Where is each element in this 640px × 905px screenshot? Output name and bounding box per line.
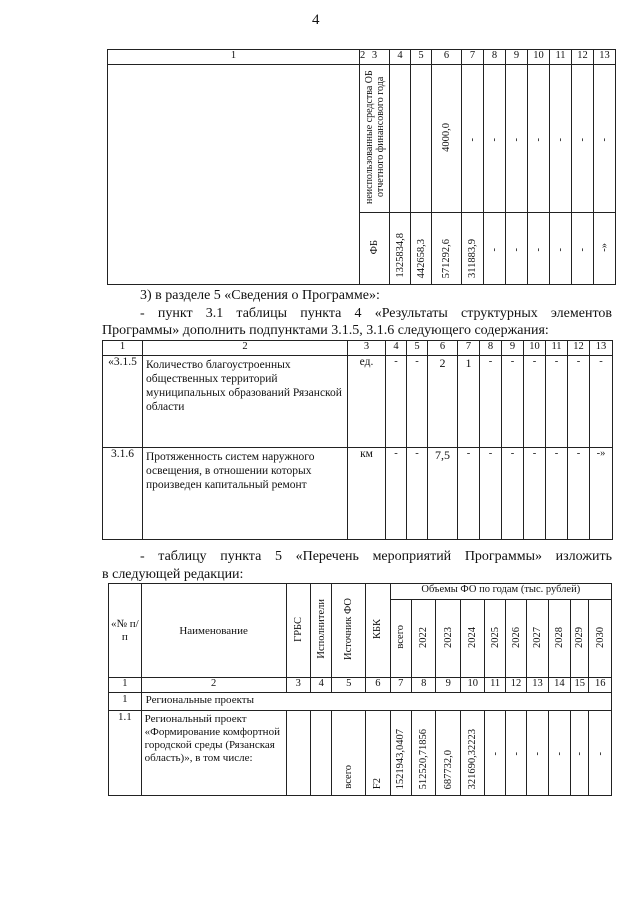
t1-header-12: 12 <box>572 50 594 65</box>
t3-r11-2026: - <box>510 752 522 756</box>
t3-h-isp: Исполнители <box>315 599 327 659</box>
para-section5: 3) в разделе 5 «Сведения о Программе»: <box>140 288 380 303</box>
table-row <box>109 711 612 796</box>
t3-n1: 1 <box>109 678 142 693</box>
t3-n11: 11 <box>485 678 505 693</box>
table-row <box>109 693 612 711</box>
t1-ob-v4: - <box>467 137 478 141</box>
t2-r2-v1: - <box>386 448 407 540</box>
page-number: 4 <box>312 12 320 28</box>
t2-r1-v8: - <box>546 356 568 448</box>
t1-fb-v1: 1325834,8 <box>394 233 406 278</box>
t2-r1-v4: 1 <box>458 356 480 448</box>
t1-ob-v7: - <box>533 137 544 141</box>
t2-r2-v3: 7,5 <box>428 448 458 540</box>
t3-year-2024: 2024 <box>467 626 479 648</box>
table-row <box>103 448 613 540</box>
t3-year-2026: 2026 <box>510 626 522 648</box>
t1-header-1: 1 <box>108 50 360 65</box>
t2-r2-v10: -» <box>590 448 613 540</box>
t1-header-7: 7 <box>462 50 484 65</box>
t1-ob-v5: - <box>489 137 500 141</box>
t1-header-5: 5 <box>411 50 432 65</box>
t3-h-kbk: КБК <box>372 618 384 640</box>
t1-fb-v8: - <box>555 247 566 251</box>
t3-n9: 9 <box>436 678 460 693</box>
t2-header-5: 5 <box>407 341 428 356</box>
t2-header-9: 9 <box>502 341 524 356</box>
t3-year-2025: 2025 <box>489 626 501 648</box>
t3-year-total: всего <box>395 625 407 649</box>
t2-r2-unit: км <box>348 448 386 540</box>
t2-r1-name: Количество благоустроенных общественных территорий муниципальных образований Рязанской области <box>143 356 348 448</box>
t2-r2-v4: - <box>458 448 480 540</box>
t1-fb-v9: - <box>577 247 588 251</box>
t3-r1-num: 1 <box>109 693 142 711</box>
t3-year-2023: 2023 <box>442 626 454 648</box>
t2-header-4: 4 <box>386 341 407 356</box>
t1-fb-v7: - <box>533 247 544 251</box>
t2-header-6: 6 <box>428 341 458 356</box>
t2-r2-v7: - <box>524 448 546 540</box>
t2-header-13: 13 <box>590 341 613 356</box>
t2-r1-v2: - <box>407 356 428 448</box>
t1-fb-v5: - <box>489 247 500 251</box>
t2-header-7: 7 <box>458 341 480 356</box>
t3-r11-2028: - <box>553 752 565 756</box>
t1-ob-v6: - <box>511 137 522 141</box>
t2-r1-v10: - <box>590 356 613 448</box>
t2-r1-v5: - <box>480 356 502 448</box>
table-2 <box>102 340 613 540</box>
t3-n10: 10 <box>460 678 484 693</box>
t1-header-11: 11 <box>550 50 572 65</box>
t1-empty-cell <box>108 65 360 285</box>
t1-fb-v2: 442658,3 <box>415 238 427 278</box>
t3-n13: 13 <box>527 678 548 693</box>
t3-n3: 3 <box>286 678 310 693</box>
t2-r1-v7: - <box>524 356 546 448</box>
t3-n8: 8 <box>411 678 435 693</box>
t3-n2: 2 <box>141 678 286 693</box>
t3-year-2029: 2029 <box>574 626 586 648</box>
t3-h-src: Источник ФО <box>343 598 355 660</box>
para-point31-line2: Программы» дополнить подпунктами 3.1.5, 3.1.6 следующего содержания: <box>102 323 549 338</box>
table-3 <box>108 583 612 796</box>
t3-h-name: Наименование <box>141 584 286 678</box>
t3-year-2022: 2022 <box>418 626 430 648</box>
t3-r11-2025: - <box>489 752 501 756</box>
t2-header-11: 11 <box>546 341 568 356</box>
t3-n4: 4 <box>311 678 332 693</box>
table-1: 1 2 3 4 5 6 7 8 9 10 11 12 13 неиспользованные средства ОБ отчетного финансового года 4000,0 - - - - - - - ФБ 1325834,8 442658,3 571292,6 311883,9 - - - - - -» <box>107 49 616 285</box>
t1-ob-v3: 4000,0 <box>441 122 452 152</box>
t1-ob-v9: - <box>577 137 588 141</box>
t3-n14: 14 <box>548 678 570 693</box>
t3-h-num: «№ п/п <box>110 617 139 643</box>
table-row <box>103 356 613 448</box>
t3-n12: 12 <box>505 678 526 693</box>
t3-n5: 5 <box>332 678 366 693</box>
t3-r11-2024: 321690,32223 <box>467 728 479 789</box>
t2-header-10: 10 <box>524 341 546 356</box>
t3-r11-2023: 687732,0 <box>442 749 454 789</box>
t2-r1-v3: 2 <box>428 356 458 448</box>
t1-header-3: 3 <box>360 50 390 65</box>
t3-r1-name: Региональные проекты <box>141 693 611 711</box>
t2-r1-unit: ед. <box>348 356 386 448</box>
t2-header-1: 1 <box>103 341 143 356</box>
t2-r2-num: 3.1.6 <box>103 448 143 540</box>
t3-n6: 6 <box>366 678 390 693</box>
t1-fb-v4: 311883,9 <box>467 239 478 278</box>
t1-fb-label: ФБ <box>369 239 380 255</box>
t2-r1-v6: - <box>502 356 524 448</box>
t3-n7: 7 <box>390 678 411 693</box>
t2-r2-v2: - <box>407 448 428 540</box>
t1-header-6: 6 <box>432 50 462 65</box>
t1-header-9: 9 <box>506 50 528 65</box>
t3-r11-total: 1521943,0407 <box>395 728 407 789</box>
t3-r11-2027: - <box>531 752 543 756</box>
t2-header-12: 12 <box>568 341 590 356</box>
t3-year-2028: 2028 <box>553 626 565 648</box>
t2-r2-v5: - <box>480 448 502 540</box>
t2-r2-v9: - <box>568 448 590 540</box>
t3-r11-2022: 512520,71856 <box>418 728 430 789</box>
t2-header-2: 2 <box>143 341 348 356</box>
t3-n15: 15 <box>571 678 589 693</box>
t2-r1-v1: - <box>386 356 407 448</box>
t3-r11-src: всего <box>343 765 355 789</box>
t2-r1-v9: - <box>568 356 590 448</box>
t3-r11-kbk: F2 <box>372 777 384 789</box>
t1-fb-v10: -» <box>599 242 610 252</box>
t3-r11-name: Региональный проект «Формирование комфортной городской среды (Рязанская область)», в том числе: <box>141 711 286 796</box>
t3-n16: 16 <box>589 678 612 693</box>
t2-header-8: 8 <box>480 341 502 356</box>
para-point5-line2: в следующей редакции: <box>102 567 244 582</box>
t3-year-2027: 2027 <box>531 626 543 648</box>
t1-fb-v3: 571292,6 <box>441 238 452 278</box>
t1-ob-label: неиспользованные средства ОБ отчетного финансового года <box>363 70 386 204</box>
t1-header-8: 8 <box>484 50 506 65</box>
t1-header-13: 13 <box>594 50 616 65</box>
t1-header-4: 4 <box>390 50 411 65</box>
t3-h-grbs: ГРБС <box>292 616 304 642</box>
t2-r2-v8: - <box>546 448 568 540</box>
t3-year-2030: 2030 <box>594 626 606 648</box>
t2-r2-name: Протяженность систем наружного освещения, в отношении которых произведен капитальный ремонт <box>143 448 348 540</box>
t2-r1-num: «3.1.5 <box>103 356 143 448</box>
t3-h-volumes: Объемы ФО по годам (тыс. рублей) <box>390 584 611 600</box>
t1-ob-v8: - <box>555 137 566 141</box>
t2-r2-v6: - <box>502 448 524 540</box>
t1-header-10: 10 <box>528 50 550 65</box>
t2-header-3: 3 <box>348 341 386 356</box>
t1-fb-v6: - <box>511 247 522 251</box>
para-point5-line1: - таблицу пункта 5 «Перечень мероприятий Программы» изложить <box>140 549 612 564</box>
t1-ob-v10: - <box>599 137 610 141</box>
t3-r11-num: 1.1 <box>109 711 142 796</box>
para-point31-line1: - пункт 3.1 таблицы пункта 4 «Результаты структурных элементов <box>140 306 612 321</box>
t3-r11-2029: - <box>574 752 586 756</box>
t3-r11-2030: - <box>594 752 606 756</box>
